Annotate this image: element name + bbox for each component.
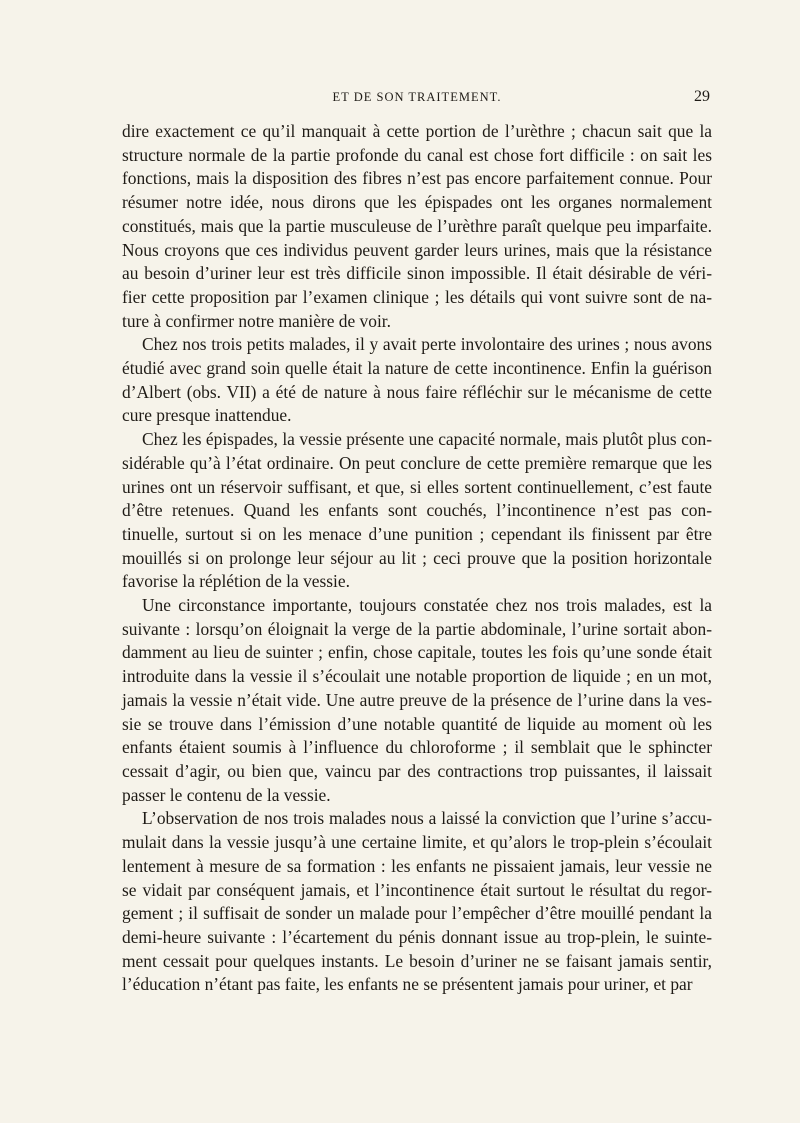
body-text xyxy=(122,120,712,997)
page-header xyxy=(124,88,710,108)
paragraph-2: Chez nos trois petits malades, il y avait perte involontaire des urines ; nous avons étudié avec grand soin quelle était la nature de cette incontinence. Enfin la guérison d’Albert (obs. VII) a été de nature à nous faire réfléchir sur le mécanisme de cette cure presque inattendue. xyxy=(122,334,712,426)
page-number: 29 xyxy=(694,88,710,105)
paragraph-1: dire exactement ce qu’il manquait à cette portion de l’urèthre ; chacun sait que la structure normale de la partie profonde du canal est chose fort difficile : on sait les fonctions, mais la disposition des fibres n’est pas encore parfaitement connue. Pour résumer notre idée, nous dirons que les épispades ont les organes normalement constitués, mais que la partie musculeuse de l’urèthre paraît quelque peu imparfaite. Nous croyons que ces individus peuvent garder leurs urines, mais que la résistance au besoin d’uriner leur est très difficile sinon impossible. Il était désirable de véri-fier cette proposition par l’examen clinique ; les détails qui vont suivre sont de na-ture à confirmer notre manière de voir. xyxy=(122,121,712,331)
paragraph-4: Une circonstance importante, toujours constatée chez nos trois malades, est la suivante : lorsqu’on éloignait la verge de la partie abdominale, l’urine sortait abon-damment au lieu de suinter ; enfin, chose capitale, toutes les fois qu’une sonde était introduite dans la vessie il s’écoulait une notable proportion de liquide ; en un mot, jamais la vessie n’était vide. Une autre preuve de la présence de l’urine dans la ves-sie se trouve dans l’émission d’une notable quantité de liquide au moment où les enfants étaient soumis à l’influence du chloroforme ; il semblait que le sphincter cessait d’agir, ou bien que, vaincu par des contractions trop puissantes, il laissait passer le contenu de la vessie. xyxy=(122,595,712,805)
running-title: ET DE SON TRAITEMENT. xyxy=(332,90,502,104)
paragraph-5: L’observation de nos trois malades nous a laissé la conviction que l’urine s’accu-mulait dans la vessie jusqu’à une certaine limite, et qu’alors le trop-plein s’écoulait lentement à mesure de sa formation : les enfants ne pissaient jamais, leur vessie ne se vidait par conséquent jamais, et l’incontinence était surtout le résultat du regor-gement ; il suffisait de sonder un malade pour l’empêcher d’être mouillé pendant la demi-heure suivante : l’écartement du pénis donnant issue au trop-plein, le suinte-ment cessait pour quelques instants. Le besoin d’uriner ne se faisant jamais sentir, l’éducation n’étant pas faite, les enfants ne se présentent jamais pour uriner, et par xyxy=(122,808,712,995)
paragraph-3: Chez les épispades, la vessie présente une capacité normale, mais plutôt plus con-sidérable qu’à l’état ordinaire. On peut conclure de cette première remarque que les urines ont un réservoir suffisant, et que, si elles sortent continuellement, c’est faute d’être retenues. Quand les enfants sont couchés, l’incontinence n’est pas con-tinuelle, surtout si on les menace d’une punition ; cependant ils finissent par être mouillés si on prolonge leur séjour au lit ; ceci prouve que la position horizontale favorise la réplétion de la vessie. xyxy=(122,429,712,592)
